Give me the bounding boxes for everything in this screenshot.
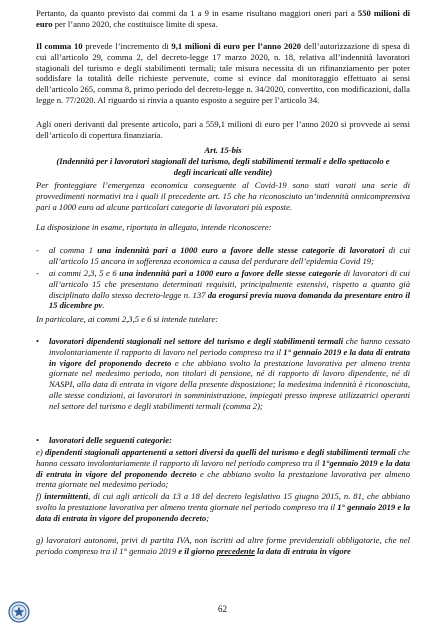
item-e-dipendenti-stagionali: e) dipendenti stagionali appartenenti a settori diversi da quelli del turismo e degli stabilimenti termali che hanno cessato involontariamente il rapporto di lavoro nel periodo compreso tra il 1°gennaio 2019 e la data di entrata in vigore del proponendo decreto e che abbiano svolto la prestazione lavorativa per almeno trenta giornate nel medesimo periodo; [36,447,410,490]
item-f-intermittenti: f) intermittenti, di cui agli articoli da 13 a 18 del decreto legislativo 15 giugno 2015, n. 81, che abbiano svolto la prestazione lavorativa per almeno trenta giornate nel periodo compreso tra il 1° gennaio 2019 e la data di entrata in vigore del proponendo decreto; [36,491,410,523]
paragraph-intro: Per fronteggiare l’emergenza economica conseguente al Covid-19 sono stati varati una serie di provvedimenti normativi tra i quali il precedente art. 15 che ha riconosciuto un’indennità onnicomprensiva pari a 1000 euro ad alcune particolari categorie di lavoratori più esposte. [36,180,410,212]
paragraph-oneri: Pertanto, da quanto previsto dai commi da 1 a 9 in esame risultano maggiori oneri pari a 550 milioni di euro per l’anno 2020, che costituisce limite di spesa. [36,8,410,29]
item-g-autonomi: g) lavoratori autonomi, privi di partita IVA, non iscritti ad altre forme previdenziali obbligatorie, che nel periodo compreso tra il 1° gennaio 2019 e il giorno precedente la data di entrata in vigore [36,535,410,556]
paragraph-comma-10: Il comma 10 prevede l’incremento di 9,1 milioni di euro per l’anno 2020 dell’autorizzazione di spesa di cui all’articolo 29, comma 2, del decreto-legge 17 marzo 2020, n. 18, relativa all’indennità lavoratori stagionali del turismo e degli stabilimenti termali; tale misura necessita di un rifinanziamento per poter soddisfare la totalità delle richieste pervenute, come si evince dal monitoraggio effettuato ai sensi dell’articolo 265, comma 8, primo periodo del decreto-legge n. 34/2020, convertito, con modificazioni, dalla legge n. 77/2020. Al riguardo si rinvia a quanto esposto a seguire per l’articolo 34. [36,41,410,105]
page-number: 62 [218,604,227,614]
paragraph-disposizione: La disposizione in esame, riportata in allegato, intende riconoscere: [36,222,272,232]
dash-item-comma-1: - al comma 1 una indennità pari a 1000 euro a favore delle stesse categorie di lavoratori di cui all’articolo 15 ancora in sofferenza economica a causa del perdurare dell’epidemia Covid 19; [36,245,411,266]
paragraph-tutela: In particolare, ai commi 2,3,5 e 6 si intende tutelare: [36,314,219,324]
paragraph-copertura: Agli oneri derivanti dal presente articolo, pari a 559,1 milioni di euro per l’anno 2020 si provvede ai sensi dell’articolo di copertura finanziaria. [36,119,410,140]
bullet-item-categorie: • lavoratori delle seguenti categorie: [36,435,172,445]
dash-item-commi-2-3-5-6: - ai commi 2,3, 5 e 6 una indennità pari a 1000 euro a favore delle stesse categorie di lavoratori di cui all’articolo 15 che presentano determinati requisiti, principalmente estensivi, rispetto a quanto già disciplinato dallo stesso decreto-legge n. 137 da erogarsi previa nuova domanda da presentare entro il 15 dicembre pv. [36,268,410,311]
article-title: Art. 15-bis [204,145,242,155]
bullet-item-stagionali: • lavoratori dipendenti stagionali nel settore del turismo e degli stabilimenti termali che hanno cessato involontariamente il rapporto di lavoro nel periodo compreso tra il 1° gennaio 2019 e la data di entrata in vigore del proponendo decreto e che abbiano svolto la prestazione lavorativa per almeno trenta giornate nel medesimo periodo, non titolari di pensione, né di rapporto di lavoro dipendente, né di NASPI, alla data di entrata in vigore della presente disposizione; la medesima indennità è riconosciuta, alle stesse condizioni, ai lavoratori in somministrazione, impiegati presso imprese utilizzatrici operanti nel settore del turismo e degli stabilimenti termali (comma 2); [36,336,411,411]
article-subtitle: (Indennità per i lavoratori stagionali del turismo, degli stabilimenti termali e dello spettacolo e degli incaricati alle vendite) [56,156,390,177]
